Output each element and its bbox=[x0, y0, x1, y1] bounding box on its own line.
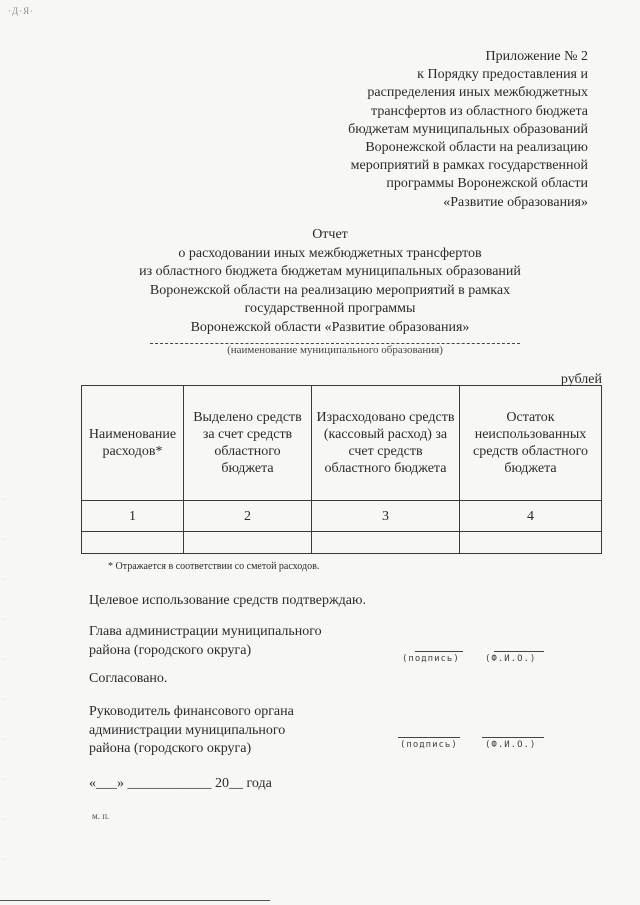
head-admin-signature-line[interactable] bbox=[415, 651, 463, 652]
scan-margin-specks: · · · · · · · · · · bbox=[3, 497, 5, 863]
expenditure-table bbox=[81, 385, 602, 554]
table-row bbox=[82, 532, 602, 554]
finance-head-line: Руководитель финансового органа bbox=[89, 704, 294, 719]
scan-corner-mark: ·Д·Я· bbox=[8, 6, 35, 16]
annex-line: трансфертов из областного бюджета bbox=[371, 103, 588, 119]
head-admin-signature-caption: (подпись) bbox=[402, 654, 460, 664]
table-header-cell: Остаток неиспользованных средств областного бюджета bbox=[460, 386, 602, 501]
finance-head-name-caption: (Ф.И.О.) bbox=[485, 740, 537, 750]
title-line: из областного бюджета бюджетам муниципальных образований bbox=[139, 264, 521, 280]
finance-head-signature-line[interactable] bbox=[398, 737, 460, 738]
title-line: Отчет bbox=[312, 227, 348, 242]
annex-line: «Развитие образования» bbox=[443, 194, 588, 210]
finance-head-signature-caption: (подпись) bbox=[400, 740, 458, 750]
report-title bbox=[80, 226, 580, 338]
annex-line: распределения иных межбюджетных bbox=[367, 85, 588, 101]
annex-line: программы Воронежской области bbox=[386, 176, 588, 192]
table-header-cell: Выделено средств за счет средств областного бюджета bbox=[184, 386, 312, 501]
table-cell[interactable] bbox=[82, 532, 184, 554]
head-admin-title bbox=[89, 623, 322, 660]
table-cell[interactable] bbox=[460, 532, 602, 554]
table-header-row bbox=[82, 386, 602, 501]
bottom-rule bbox=[0, 900, 270, 901]
title-line: о расходовании иных межбюджетных трансфертов bbox=[178, 245, 482, 261]
table-number-cell: 3 bbox=[312, 501, 460, 532]
finance-head-line: района (городского округа) bbox=[89, 741, 252, 757]
annex-line: Воронежской области на реализацию bbox=[365, 140, 588, 156]
seal-placeholder: м. п. bbox=[92, 811, 110, 821]
annex-header bbox=[258, 48, 588, 212]
table-number-cell: 1 bbox=[82, 501, 184, 532]
title-line: Воронежской области на реализацию мероприятий в рамках bbox=[149, 282, 511, 298]
finance-head-line: администрации муниципального bbox=[89, 722, 286, 738]
municipality-name-caption: (наименование муниципального образования) bbox=[227, 344, 443, 356]
table-number-row bbox=[82, 501, 602, 532]
table-number-cell: 2 bbox=[184, 501, 312, 532]
table-cell[interactable] bbox=[184, 532, 312, 554]
report-date-line[interactable]: «___» ____________ 20__ года bbox=[89, 776, 272, 791]
table-footnote: * Отражается в соответствии со сметой расходов. bbox=[108, 561, 320, 572]
finance-head-title bbox=[89, 703, 294, 759]
head-admin-name-caption: (Ф.И.О.) bbox=[485, 654, 537, 664]
agreed-label: Согласовано. bbox=[89, 671, 168, 686]
annex-line: бюджетам муниципальных образований bbox=[348, 121, 588, 137]
confirm-statement: Целевое использование средств подтверждаю. bbox=[89, 593, 366, 608]
head-admin-line: Глава администрации муниципального bbox=[89, 624, 322, 639]
annex-line: Приложение № 2 bbox=[485, 49, 588, 64]
head-admin-name-line[interactable] bbox=[494, 651, 544, 652]
table-cell[interactable] bbox=[312, 532, 460, 554]
currency-unit: рублей bbox=[560, 372, 602, 387]
finance-head-name-line[interactable] bbox=[482, 737, 544, 738]
title-line: государственной программы bbox=[244, 301, 416, 317]
head-admin-line: района (городского округа) bbox=[89, 642, 252, 658]
table-header-cell: Израсходовано средств (кассовый расход) за счет средств областного бюджета bbox=[312, 386, 460, 501]
annex-line: к Порядку предоставления и bbox=[417, 67, 588, 83]
title-line: Воронежской области «Развитие образования» bbox=[190, 319, 470, 335]
table-header-cell: Наименование расходов* bbox=[82, 386, 184, 501]
annex-line: мероприятий в рамках государственной bbox=[350, 158, 588, 174]
table-number-cell: 4 bbox=[460, 501, 602, 532]
